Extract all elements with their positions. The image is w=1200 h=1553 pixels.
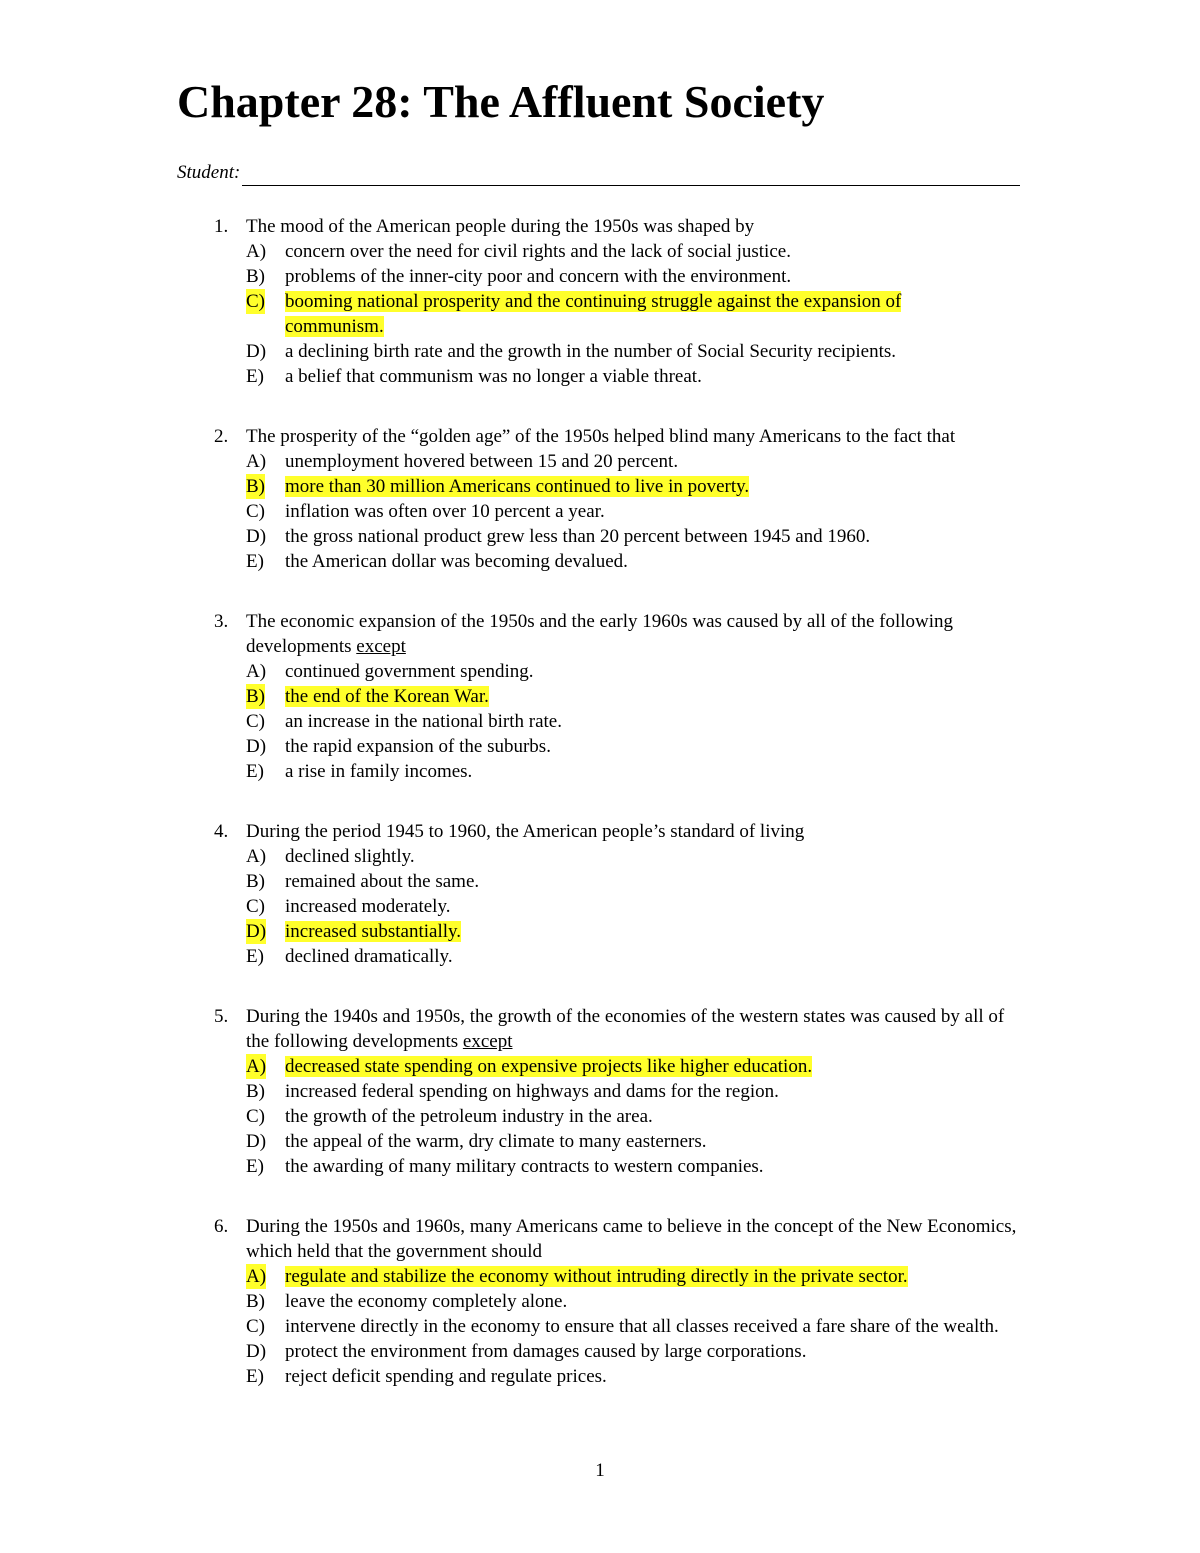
option-letter: D)	[246, 1341, 267, 1362]
option-text: intervene directly in the economy to ensure that all classes received a fare share of the wealth.	[285, 1316, 999, 1337]
answer-option	[0, 1339, 1000, 1364]
question-item	[0, 1214, 1200, 1389]
option-letter: B)	[246, 476, 265, 497]
option-letter: E)	[246, 1156, 264, 1177]
option-letter: A)	[246, 1266, 267, 1287]
student-name-blank	[242, 165, 1020, 186]
page-title: Chapter 28: The Affluent Society	[177, 76, 825, 127]
question-stem	[0, 214, 1021, 239]
option-letter: C)	[246, 896, 265, 917]
option-text: a rise in family incomes.	[285, 761, 473, 782]
option-letter: B)	[246, 266, 265, 287]
option-letter: B)	[246, 1081, 265, 1102]
option-text: a declining birth rate and the growth in the number of Social Security recipients.	[285, 341, 896, 362]
option-letter: B)	[246, 1291, 265, 1312]
question-item	[0, 424, 1200, 574]
question-text: The economic expansion of the 1950s and the early 1960s was caused by all of the following developments	[246, 611, 954, 657]
answer-option	[0, 524, 1000, 549]
option-text: unemployment hovered between 15 and 20 percent.	[285, 451, 679, 472]
option-text: continued government spending.	[285, 661, 534, 682]
answer-option	[0, 1104, 1000, 1129]
option-letter: A)	[246, 661, 267, 682]
option-letter: B)	[246, 686, 265, 707]
option-letter: C)	[246, 501, 265, 522]
question-text: During the 1950s and 1960s, many Americans came to believe in the concept of the New Economics, which held that the government should	[246, 1216, 1017, 1262]
option-letter: D)	[246, 1131, 267, 1152]
answer-option	[0, 844, 1000, 869]
question-text: During the period 1945 to 1960, the American people’s standard of living	[246, 821, 805, 842]
option-letter: A)	[246, 1056, 267, 1077]
question-text: During the 1940s and 1950s, the growth of the economies of the western states was caused by all of the following developments	[246, 1006, 1005, 1052]
option-text: concern over the need for civil rights and the lack of social justice.	[285, 241, 791, 262]
option-text: the awarding of many military contracts to western companies.	[285, 1156, 764, 1177]
answer-option-highlighted	[0, 474, 1000, 499]
question-emphasis: except	[462, 1031, 513, 1052]
question-emphasis: except	[356, 636, 406, 657]
answer-option-highlighted	[0, 1054, 1000, 1079]
answer-option	[0, 894, 1000, 919]
option-text: the end of the Korean War.	[285, 686, 489, 707]
question-number: 4.	[214, 821, 229, 842]
question-text: The mood of the American people during the 1950s was shaped by	[246, 216, 755, 237]
option-letter: C)	[246, 291, 265, 312]
question-list	[0, 214, 1200, 1424]
page-number: 1	[595, 1460, 605, 1481]
answer-option	[0, 364, 1000, 389]
option-text: more than 30 million Americans continued to live in poverty.	[285, 476, 750, 497]
option-text: problems of the inner-city poor and concern with the environment.	[285, 266, 792, 287]
option-letter: A)	[246, 846, 267, 867]
question-item	[0, 214, 1200, 389]
option-letter: C)	[246, 1316, 265, 1337]
question-item	[0, 1004, 1200, 1179]
answer-option	[0, 449, 1000, 474]
answer-option	[0, 499, 1000, 524]
option-text: the gross national product grew less than 20 percent between 1945 and 1960.	[285, 526, 871, 547]
answer-option	[0, 944, 1000, 969]
option-text: booming national prosperity and the continuing struggle against the expansion of communism.	[285, 291, 902, 337]
option-text: the American dollar was becoming devalued.	[285, 551, 628, 572]
option-letter: E)	[246, 1366, 264, 1387]
option-text: increased federal spending on highways and dams for the region.	[285, 1081, 779, 1102]
question-number: 1.	[214, 216, 229, 237]
question-stem	[0, 424, 1021, 449]
answer-option	[0, 1154, 1000, 1179]
option-letter: D)	[246, 526, 267, 547]
answer-option-highlighted	[0, 919, 1000, 944]
answer-option	[0, 239, 1000, 264]
option-letter: E)	[246, 551, 264, 572]
student-label: Student:	[177, 162, 241, 183]
answer-option	[0, 1289, 1000, 1314]
question-text: The prosperity of the “golden age” of the 1950s helped blind many Americans to the fact that	[246, 426, 956, 447]
option-text: increased moderately.	[285, 896, 451, 917]
option-letter: C)	[246, 711, 265, 732]
question-stem	[0, 819, 1021, 844]
option-text: the rapid expansion of the suburbs.	[285, 736, 551, 757]
answer-option	[0, 339, 1000, 364]
option-letter: E)	[246, 761, 264, 782]
answer-option-highlighted	[0, 1264, 1000, 1289]
question-item	[0, 609, 1200, 784]
answer-option	[0, 1364, 1000, 1389]
option-text: leave the economy completely alone.	[285, 1291, 568, 1312]
option-text: a belief that communism was no longer a viable threat.	[285, 366, 702, 387]
answer-option	[0, 869, 1000, 894]
option-text: the growth of the petroleum industry in the area.	[285, 1106, 653, 1127]
question-number: 2.	[214, 426, 229, 447]
answer-option	[0, 734, 1000, 759]
question-stem	[0, 1004, 1021, 1054]
question-item	[0, 819, 1200, 969]
option-text: inflation was often over 10 percent a year.	[285, 501, 605, 522]
option-text: the appeal of the warm, dry climate to many easterners.	[285, 1131, 707, 1152]
option-text: declined slightly.	[285, 846, 415, 867]
question-number: 5.	[214, 1006, 229, 1027]
option-text: remained about the same.	[285, 871, 480, 892]
option-letter: A)	[246, 241, 267, 262]
answer-option	[0, 1079, 1000, 1104]
answer-option-highlighted	[0, 684, 1000, 709]
answer-option	[0, 1129, 1000, 1154]
option-letter: B)	[246, 871, 265, 892]
question-stem	[0, 609, 1021, 659]
option-letter: C)	[246, 1106, 265, 1127]
option-text: increased substantially.	[285, 921, 462, 942]
answer-option	[0, 1314, 1000, 1339]
option-text: reject deficit spending and regulate prices.	[285, 1366, 607, 1387]
answer-option	[0, 759, 1000, 784]
option-text: protect the environment from damages caused by large corporations.	[285, 1341, 807, 1362]
option-text: declined dramatically.	[285, 946, 453, 967]
option-letter: E)	[246, 366, 264, 387]
option-letter: D)	[246, 921, 267, 942]
student-name-line	[177, 160, 1020, 186]
option-letter: D)	[246, 736, 267, 757]
answer-option	[0, 264, 1000, 289]
answer-option	[0, 659, 1000, 684]
question-stem	[0, 1214, 1021, 1264]
question-number: 6.	[214, 1216, 229, 1237]
question-number: 3.	[214, 611, 229, 632]
answer-option-highlighted	[0, 289, 1000, 339]
option-text: decreased state spending on expensive projects like higher education.	[285, 1056, 813, 1077]
answer-option	[0, 549, 1000, 574]
option-text: regulate and stabilize the economy without intruding directly in the private sector.	[285, 1266, 908, 1287]
option-letter: D)	[246, 341, 267, 362]
option-letter: E)	[246, 946, 264, 967]
option-text: an increase in the national birth rate.	[285, 711, 562, 732]
option-letter: A)	[246, 451, 267, 472]
answer-option	[0, 709, 1000, 734]
